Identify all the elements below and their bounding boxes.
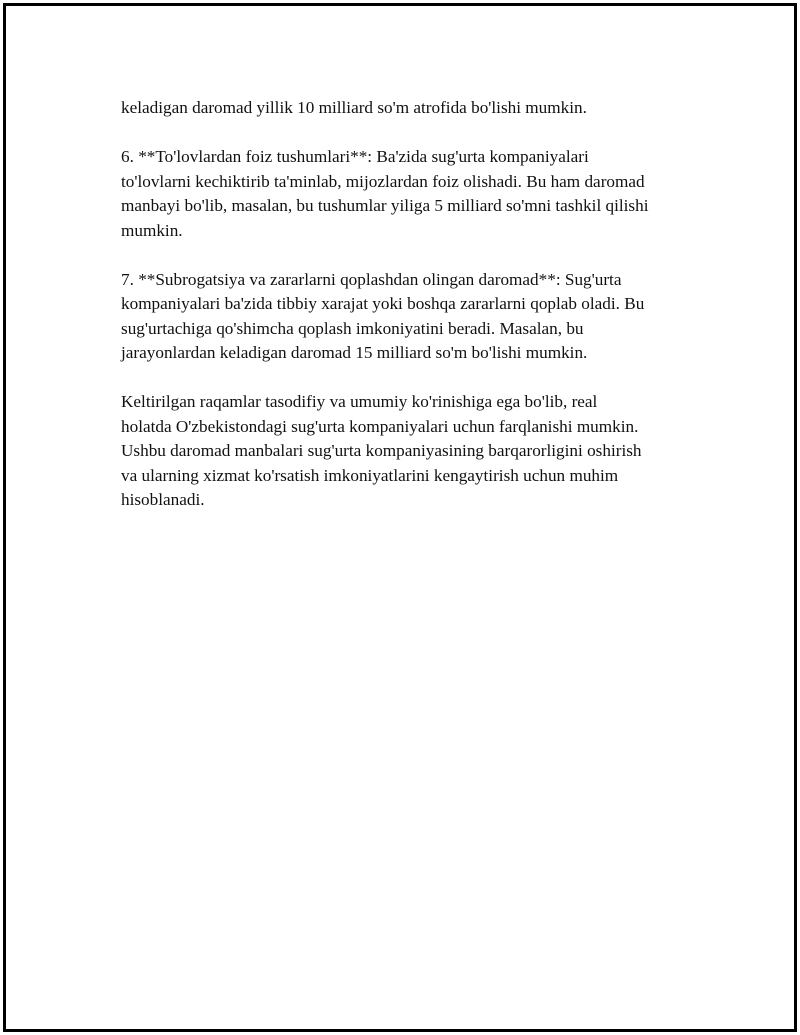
text-line: to'lovlarni kechiktirib ta'minlab, mijozlardan foiz olishadi. Bu ham daromad [121, 171, 645, 191]
text-line: Ushbu daromad manbalari sug'urta kompaniyasining barqarorligini oshirish [121, 441, 642, 460]
paragraph-conclusion [121, 390, 701, 513]
text-line: kompaniyalari ba'zida tibbiy xarajat yoki boshqa zararlarni qoplab oladi. Bu [121, 294, 645, 313]
document-page [3, 3, 797, 1032]
text-line: holatda O'zbekistondagi sug'urta kompaniyalari uchun farqlanishi mumkin. [121, 416, 639, 436]
paragraph-item-7 [121, 268, 701, 366]
paragraph-item-6 [121, 145, 701, 243]
text-line: va ularning xizmat ko'rsatish imkoniyatlarini kengaytirish uchun muhim [121, 465, 619, 485]
text-line: hisoblanadi. [121, 490, 205, 509]
text-line: 6. **To'lovlardan foiz tushumlari**: Ba'zida sug'urta kompaniyalari [121, 147, 589, 166]
document-body [121, 96, 701, 537]
text-line: manbayi bo'lib, masalan, bu tushumlar yiliga 5 milliard so'mni tashkil qilishi [121, 196, 649, 215]
paragraph-continuation [121, 96, 701, 121]
text-line: 7. **Subrogatsiya va zararlarni qoplashdan olingan daromad**: Sug'urta [121, 269, 622, 289]
text-line: keladigan daromad yillik 10 milliard so'm atrofida bo'lishi mumkin. [121, 98, 587, 117]
text-line: mumkin. [121, 220, 183, 240]
text-line: jarayonlardan keladigan daromad 15 milliard so'm bo'lishi mumkin. [121, 343, 588, 362]
text-line: sug'urtachiga qo'shimcha qoplash imkoniyatini beradi. Masalan, bu [121, 318, 584, 338]
text-line: Keltirilgan raqamlar tasodifiy va umumiy ko'rinishiga ega bo'lib, real [121, 392, 598, 411]
